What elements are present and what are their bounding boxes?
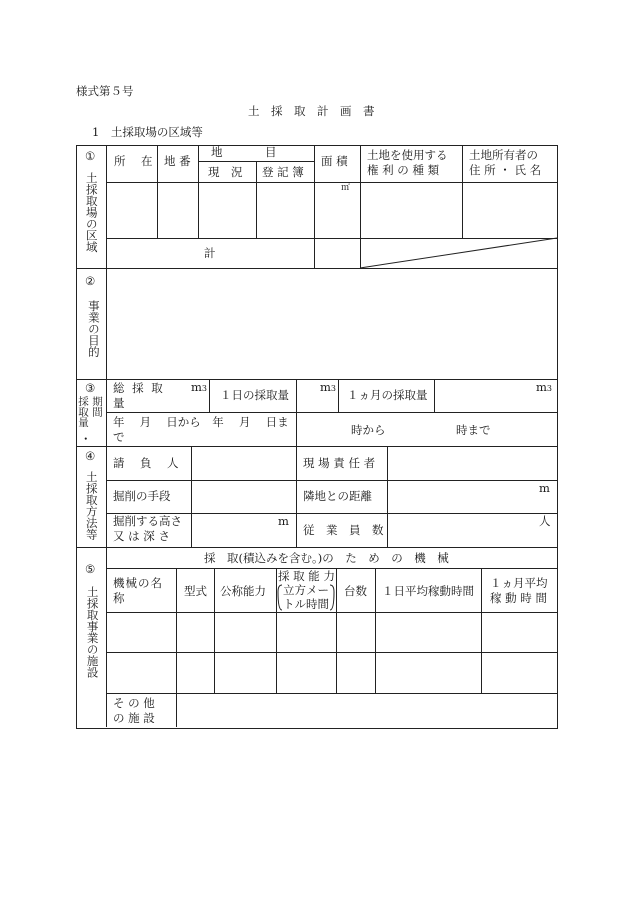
s3-side-dot: ・ (80, 432, 92, 446)
header-location: 所 在 (114, 154, 155, 168)
s5-number: ⑤ (85, 562, 96, 576)
header-current-state: 現 況 (208, 165, 243, 179)
form-number: 様式第５号 (76, 84, 134, 98)
neighbor-distance-unit: m (539, 481, 550, 495)
s1-number: ① (85, 149, 96, 163)
header-lot-number: 地 番 (164, 154, 191, 168)
s1-side-label: 土採取場の区域 (84, 172, 99, 253)
daily-quantity-unit: m3 (320, 380, 336, 394)
header-owner-2: 住 所 ・ 氏 名 (469, 163, 542, 177)
employees-unit: 人 (539, 514, 551, 528)
header-area: 面 積 (321, 154, 348, 168)
s3-side-b: 期間 (91, 396, 104, 417)
s4-number: ④ (85, 449, 96, 463)
s2-side-label: 事業の目的 (86, 300, 101, 358)
header-count: 台数 (344, 584, 367, 598)
header-rated-capacity: 公称能力 (220, 584, 266, 598)
total-quantity-label-2: 量 (113, 396, 125, 410)
machines-header: 採 取(積込みを含む。)の た め の 機 械 (204, 551, 449, 565)
header-model: 型式 (184, 584, 207, 598)
other-facilities-1: そ の 他 (113, 696, 155, 710)
excavation-height-unit: m (278, 514, 289, 528)
contractor-label: 請 負 人 (113, 456, 181, 470)
site-manager-label: 現 場 責 任 者 (303, 456, 376, 470)
header-machine-name-2: 称 (113, 591, 125, 605)
header-capacity-3: トル時間 (283, 597, 329, 611)
total-quantity-unit: m3 (191, 380, 207, 394)
page-title: 土 採 取 計 画 書 (248, 104, 375, 118)
neighbor-distance-label: 隣地との距離 (303, 489, 372, 503)
s5-side-label: 土採取事業の施設 (85, 586, 100, 678)
monthly-quantity-label: １ヵ月の採取量 (347, 388, 428, 402)
excavation-height-label-1: 掘削する高さ (113, 514, 182, 528)
s3-number: ③ (85, 381, 96, 395)
header-capacity-1: 採 取 能 力 (278, 569, 335, 583)
time-to: 時まで (456, 423, 491, 437)
header-monthly-hours-1: １ヵ月平均 (490, 576, 548, 590)
header-land-type: 地 目 (211, 145, 279, 159)
monthly-quantity-unit: m3 (536, 380, 552, 394)
header-right-type-2: 権 利 の 種 類 (367, 163, 440, 177)
header-daily-hours: １日平均稼動時間 (382, 584, 474, 598)
header-monthly-hours-2: 稼 動 時 間 (490, 591, 547, 605)
s4-side-label: 土採取方法等 (84, 471, 99, 540)
header-machine-name-1: 機械の名 (113, 576, 163, 590)
time-from: 時から (351, 423, 386, 437)
header-owner-1: 土地所有者の (469, 148, 538, 162)
other-facilities-2: の 施 設 (113, 711, 155, 725)
excavation-height-label-2: 又 は 深 さ (113, 529, 170, 543)
s2-number: ② (85, 274, 96, 288)
daily-quantity-label: １日の採取量 (220, 388, 289, 402)
section-heading: 1 土採取場の区域等 (92, 125, 203, 139)
excavation-method-label: 掘削の手段 (113, 489, 171, 503)
employees-label: 従 業 員 数 (303, 523, 384, 537)
total-label: 計 (204, 246, 216, 260)
s3-side-a: 採取量 (77, 396, 90, 428)
period-line-2: で (113, 430, 125, 444)
total-quantity-label-1: 総 採 取 (113, 381, 165, 395)
area-unit: ㎡ (341, 183, 351, 193)
period-line-1: 年 月 日から 年 月 日ま (113, 415, 289, 429)
header-registry: 登 記 簿 (262, 165, 304, 179)
header-capacity-2: 立方メー (283, 583, 329, 597)
header-right-type-1: 土地を使用する (367, 148, 448, 162)
